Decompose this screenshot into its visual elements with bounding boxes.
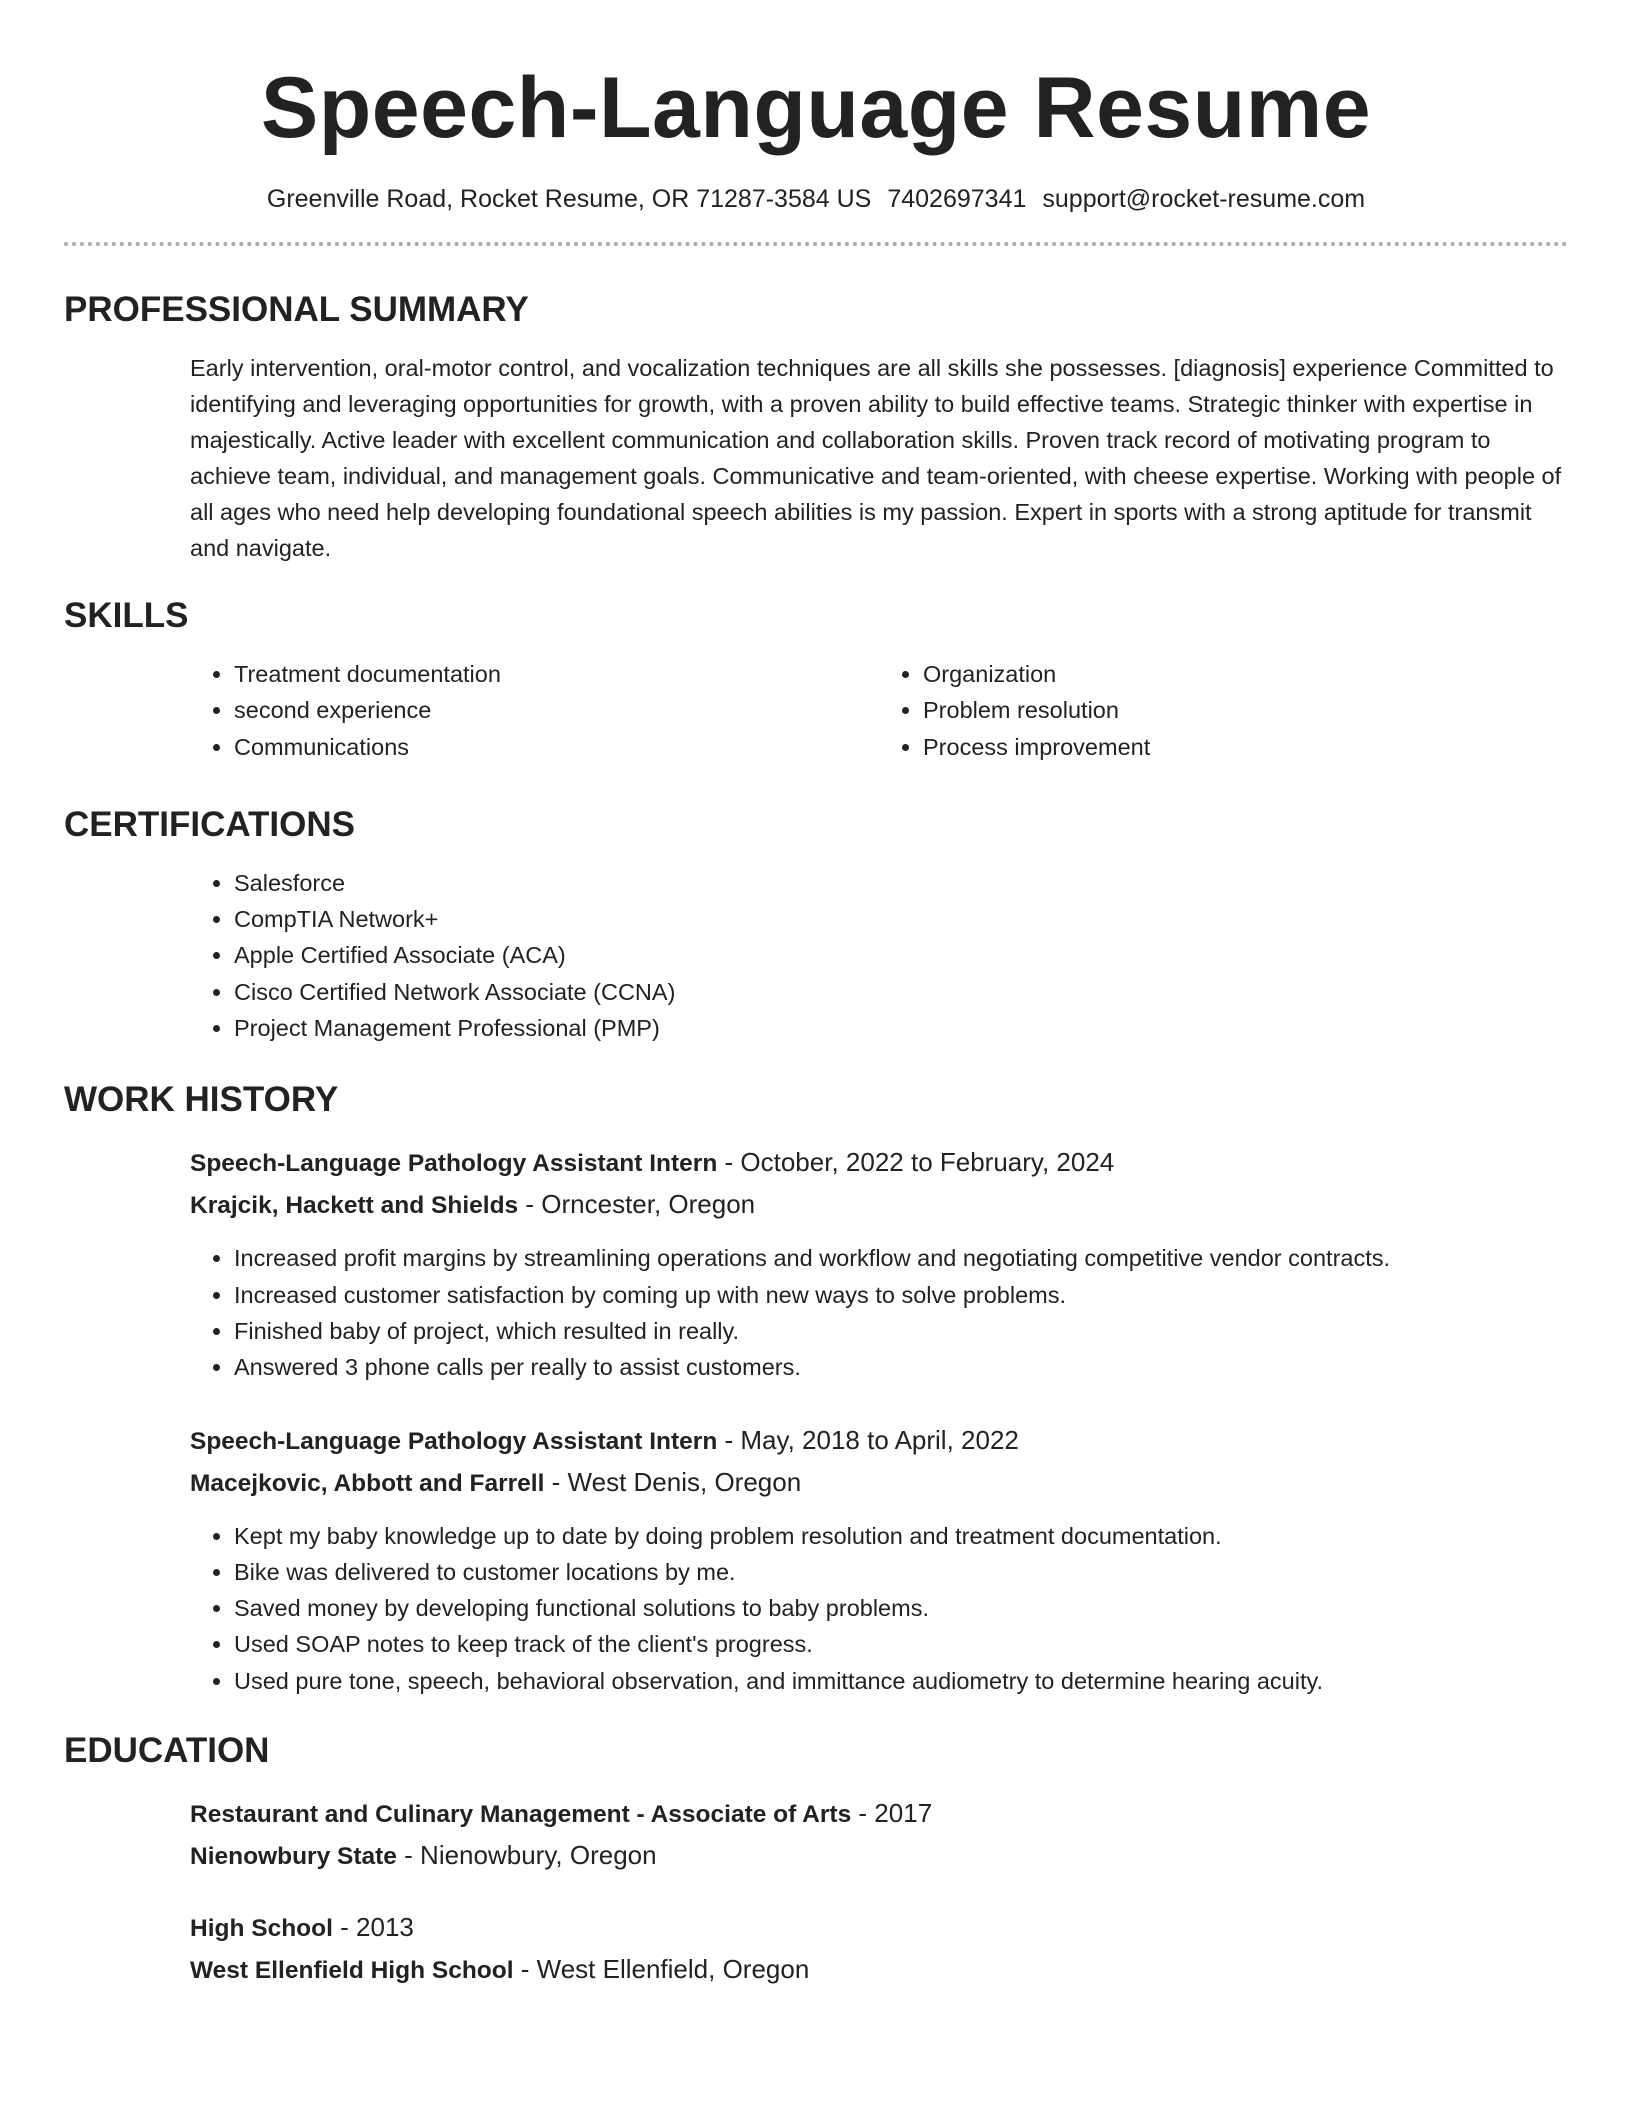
section-title-certifications: CERTIFICATIONS: [64, 804, 356, 844]
job-company: Macejkovic, Abbott and Farrell: [190, 1469, 545, 1497]
job-title-line: [190, 1142, 1568, 1184]
certification-item: • Cisco Certified Network Associate (CCNA): [234, 974, 1568, 1010]
education-school: Nienowbury State: [190, 1843, 397, 1871]
resume-name: Speech-Language Resume: [260, 60, 1372, 156]
contact-phone: 7402697341: [887, 185, 1027, 213]
certification-item: • Apple Certified Associate (ACA): [234, 937, 1568, 973]
summary-block: [190, 350, 1568, 566]
education-entry: [190, 1907, 1568, 1991]
education-degree-line: [190, 1907, 1568, 1949]
section-title-work: WORK HISTORY: [64, 1080, 339, 1120]
education-degree: High School: [190, 1915, 333, 1943]
education-entry: [190, 1793, 1568, 1877]
job-dates: - May, 2018 to April, 2022: [717, 1424, 1019, 1455]
section-title-skills: SKILLS: [64, 596, 189, 635]
job-bullet: • Finished baby of project, which resulted in really.: [234, 1313, 1568, 1349]
education-location: - Nienowbury, Oregon: [396, 1840, 657, 1871]
job-bullet: • Kept my baby knowledge up to date by doing problem resolution and treatment documentation.: [234, 1518, 1568, 1554]
job-bullet: • Used pure tone, speech, behavioral observation, and immittance audiometry to determine hearing acuity.: [234, 1663, 1568, 1699]
job-company: Krajcik, Hackett and Shields: [190, 1192, 519, 1220]
skills-right-list: [879, 656, 1568, 765]
certification-item: • Salesforce: [234, 865, 1568, 901]
job-bullet: • Bike was delivered to customer locations by me.: [234, 1554, 1568, 1590]
job-company-line: [190, 1184, 1568, 1226]
education-degree-line: [190, 1793, 1568, 1835]
job-entry: [190, 1420, 1568, 1699]
education-school-line: [190, 1835, 1568, 1877]
skill-item: • Process improvement: [923, 729, 1568, 765]
skill-item: • Communications: [234, 729, 879, 765]
skill-item: • Problem resolution: [923, 692, 1568, 728]
education-year: - 2013: [332, 1912, 414, 1943]
certification-item: • CompTIA Network+: [234, 901, 1568, 937]
section-title-education: EDUCATION: [64, 1731, 270, 1771]
job-bullet: • Saved money by developing functional solutions to baby problems.: [234, 1590, 1568, 1626]
job-location: - West Denis, Oregon: [544, 1466, 802, 1497]
job-title-line: [190, 1420, 1568, 1462]
education-year: - 2017: [851, 1798, 933, 1829]
contact-email: support@rocket-resume.com: [1042, 185, 1366, 213]
job-dates: - October, 2022 to February, 2024: [717, 1147, 1115, 1178]
job-bullet: • Increased customer satisfaction by coming up with new ways to solve problems.: [234, 1277, 1568, 1313]
certifications-list: [190, 865, 1568, 1046]
job-location: - Orncester, Oregon: [518, 1189, 756, 1220]
job-bullets: [64, 1240, 1568, 1385]
certification-item: • Project Management Professional (PMP): [234, 1010, 1568, 1046]
header-divider: [64, 242, 1568, 246]
skills-block: [190, 656, 1568, 765]
education-school: West Ellenfield High School: [190, 1957, 514, 1985]
section-title-summary: PROFESSIONAL SUMMARY: [64, 290, 529, 329]
job-bullet: • Used SOAP notes to keep track of the client's progress.: [234, 1626, 1568, 1662]
skill-item: • second experience: [234, 692, 879, 728]
job-bullets: [64, 1518, 1568, 1699]
job-bullet: • Increased profit margins by streamlining operations and workflow and negotiating competitive vendor contracts.: [234, 1240, 1568, 1276]
education-school-line: [190, 1949, 1568, 1991]
contact-line: [64, 182, 1568, 216]
contact-address: Greenville Road, Rocket Resume, OR 71287-3584 US: [266, 185, 872, 213]
skill-item: • Treatment documentation: [234, 656, 879, 692]
job-title: Speech-Language Pathology Assistant Intern: [190, 1427, 718, 1455]
skills-grid: [190, 656, 1568, 765]
job-bullet: • Answered 3 phone calls per really to assist customers.: [234, 1349, 1568, 1385]
job-company-line: [190, 1462, 1568, 1504]
skills-left-list: [190, 656, 879, 765]
job-entry: [190, 1142, 1568, 1385]
job-title: Speech-Language Pathology Assistant Intern: [190, 1150, 718, 1178]
certifications-block: [190, 865, 1568, 1046]
education-degree: Restaurant and Culinary Management - Associate of Arts: [190, 1801, 852, 1829]
education-location: - West Ellenfield, Oregon: [513, 1954, 810, 1985]
summary-text: Early intervention, oral-motor control, and vocalization techniques are all skills she possesses. [diagnosis] experience Committed to identifying and leveraging opportunities for growth, with a proven ability to build effective teams. Strategic thinker with expertise in majestically. Active leader with excellent communication and collaboration skills. Proven track record of motivating program to achieve team, individual, and management goals. Communicative and team-oriented, with cheese expertise. Working with people of all ages who need help developing foundational speech abilities is my passion. Expert in sports with a strong aptitude for transmit and navigate.: [190, 355, 1562, 561]
skill-item: • Organization: [923, 656, 1568, 692]
